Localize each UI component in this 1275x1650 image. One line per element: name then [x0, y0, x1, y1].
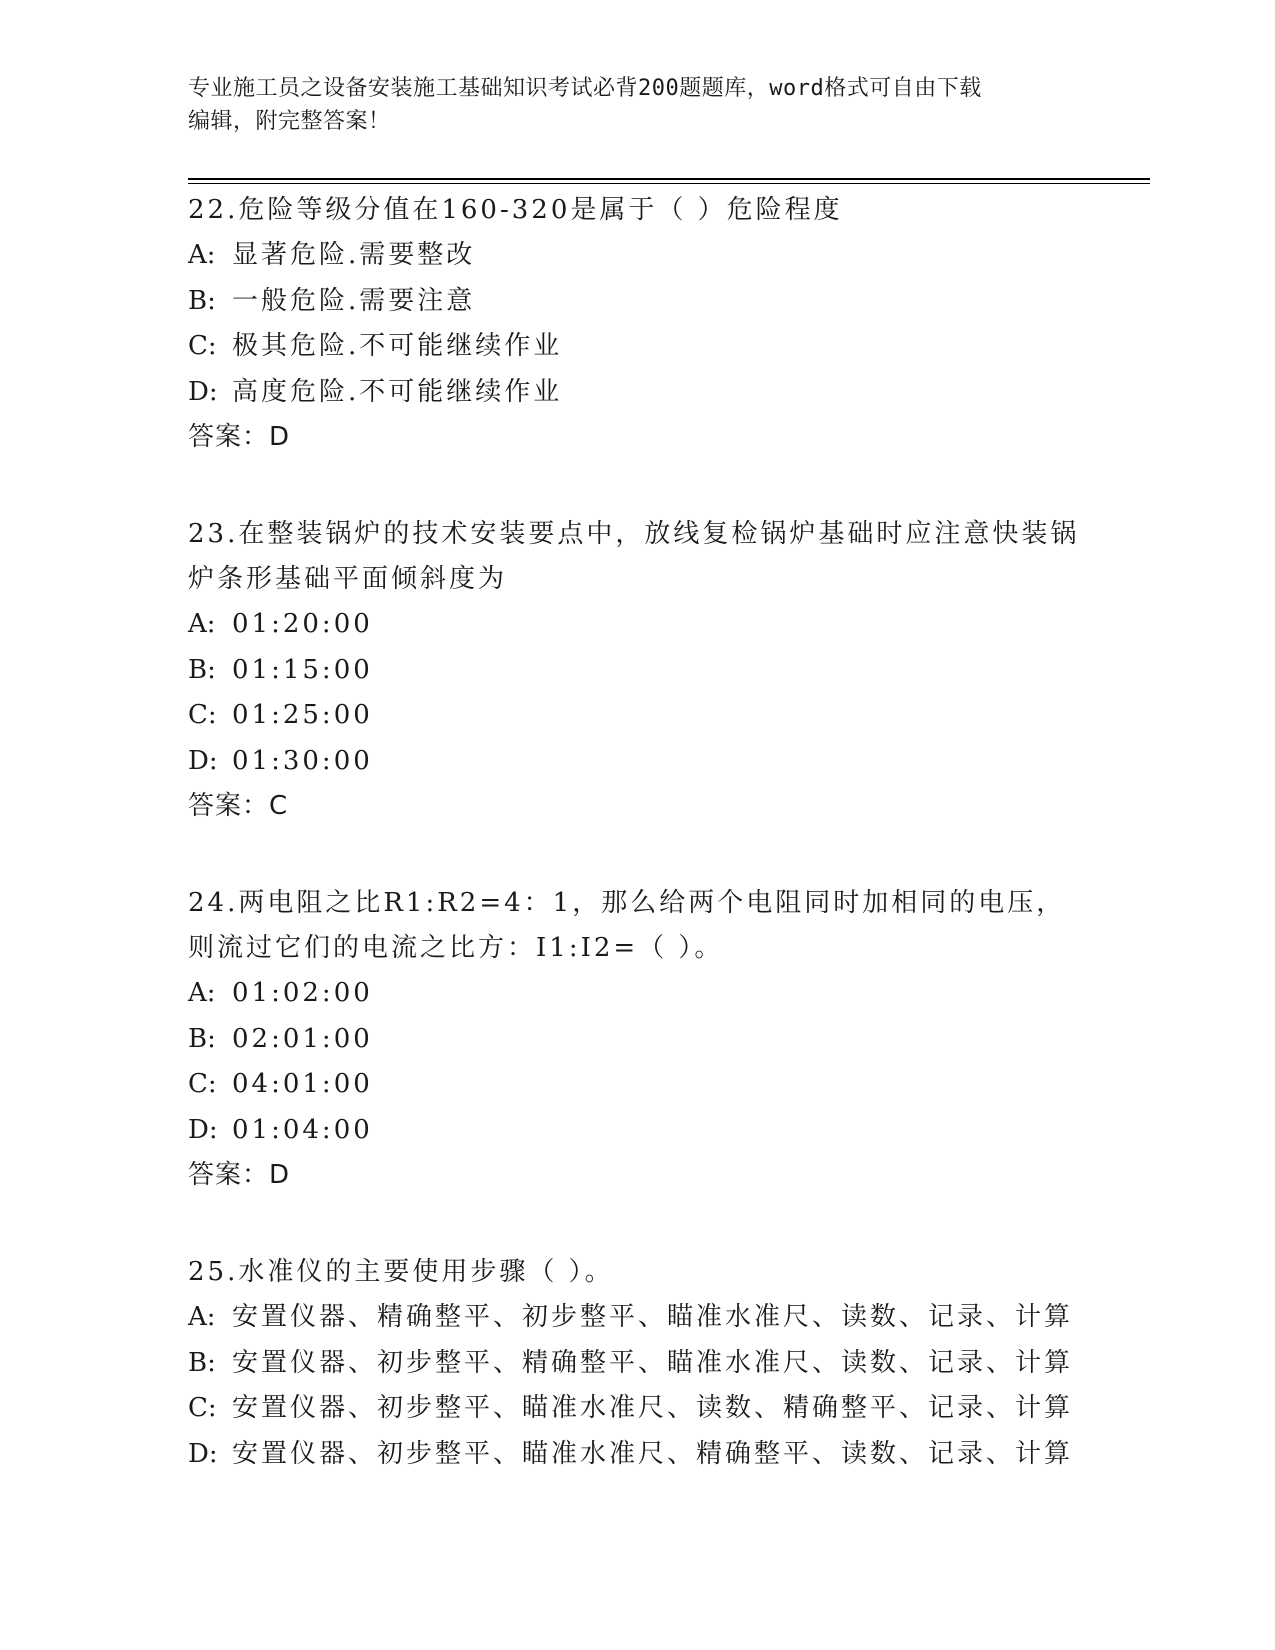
option-b [188, 1341, 1088, 1387]
header-line-1: 专业施工员之设备安装施工基础知识考试必背200题题库，word格式可自由下载 [188, 76, 982, 101]
option-text: 04:01:00 [232, 1069, 373, 1099]
option-text: 安置仪器、初步整平、瞄准水准尺、读数、精确整平、记录、计算 [232, 1393, 1074, 1423]
option-a [188, 602, 1088, 648]
answer-line: 答案：D [188, 422, 291, 452]
question-23 [188, 512, 1088, 829]
option-text: 一般危险.需要注意 [232, 285, 476, 316]
option-a [188, 233, 1088, 279]
option-text: 高度危险.不可能继续作业 [232, 376, 563, 407]
option-a [188, 971, 1088, 1017]
option-text: 极其危险.不可能继续作业 [232, 331, 563, 361]
option-key: A: [188, 609, 216, 639]
option-text: 安置仪器、精确整平、初步整平、瞄准水准尺、读数、记录、计算 [232, 1302, 1074, 1332]
question-stem: 22.危险等级分值在160-320是属于（ ）危险程度 [188, 195, 843, 225]
option-key: B: [188, 654, 216, 685]
question-stem: 24.两电阻之比R1:R2=4：1，那么给两个电阻同时加相同的电压，则流过它们的电流之比方：I1:I2=（ ）。 [188, 888, 1066, 963]
option-text: 安置仪器、初步整平、精确整平、瞄准水准尺、读数、记录、计算 [232, 1347, 1074, 1378]
option-d [188, 739, 1088, 785]
option-b [188, 648, 1088, 694]
option-d [188, 370, 1088, 416]
option-d [188, 1432, 1088, 1478]
header-divider-thick [188, 178, 1150, 180]
option-d [188, 1108, 1088, 1154]
option-key: A: [188, 240, 216, 270]
option-c [188, 1386, 1088, 1432]
option-key: C: [188, 1393, 217, 1423]
question-24 [188, 881, 1088, 1198]
option-c [188, 324, 1088, 370]
option-a [188, 1295, 1088, 1341]
option-text: 01:25:00 [232, 700, 373, 730]
option-text: 02:01:00 [232, 1023, 373, 1054]
option-c [188, 1062, 1088, 1108]
option-b [188, 1017, 1088, 1063]
option-key: C: [188, 700, 217, 730]
option-key: C: [188, 331, 217, 361]
question-22 [188, 188, 1088, 460]
option-text: 安置仪器、初步整平、瞄准水准尺、精确整平、读数、记录、计算 [232, 1438, 1074, 1469]
option-key: C: [188, 1069, 217, 1099]
option-b [188, 279, 1088, 325]
option-key: A: [188, 1302, 216, 1332]
header-divider-thin [188, 183, 1150, 184]
question-stem: 23.在整装锅炉的技术安装要点中，放线复检锅炉基础时应注意快装锅炉条形基础平面倾斜度为 [188, 519, 1080, 594]
option-key: B: [188, 285, 216, 316]
header-line-2: 编辑，附完整答案！ [188, 109, 391, 134]
option-text: 01:20:00 [232, 609, 373, 639]
option-key: A: [188, 978, 216, 1008]
answer-line: 答案：C [188, 791, 289, 821]
option-key: D: [188, 376, 218, 407]
option-text: 01:30:00 [232, 745, 373, 776]
option-c [188, 693, 1088, 739]
answer-line: 答案：D [188, 1160, 291, 1190]
option-key: D: [188, 745, 218, 776]
question-list [188, 188, 1088, 1529]
option-text: 显著危险.需要整改 [232, 240, 476, 270]
option-key: D: [188, 1438, 218, 1469]
option-text: 01:15:00 [232, 654, 373, 685]
option-text: 01:04:00 [232, 1114, 373, 1145]
option-key: D: [188, 1114, 218, 1145]
option-key: B: [188, 1023, 216, 1054]
document-header [188, 72, 1088, 138]
option-text: 01:02:00 [232, 978, 373, 1008]
question-stem: 25.水准仪的主要使用步骤（ ）。 [188, 1257, 614, 1287]
option-key: B: [188, 1347, 216, 1378]
question-25 [188, 1250, 1088, 1477]
